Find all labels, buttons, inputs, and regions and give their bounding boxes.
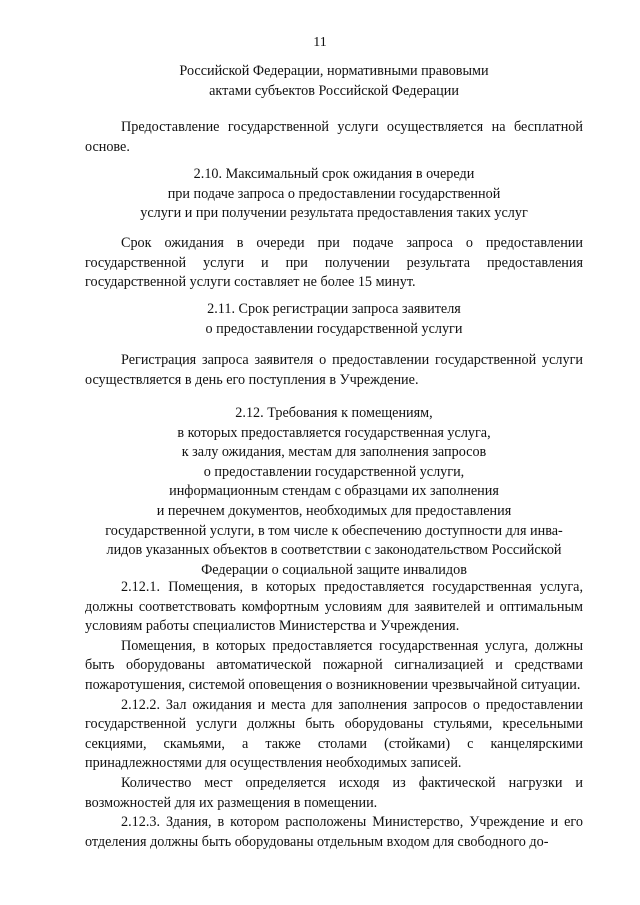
page-number: 11 bbox=[313, 35, 327, 50]
heading-section-2-12 bbox=[85, 404, 583, 580]
paragraph-2-12-1: 2.12.1. Помещения, в которых предоставляется государственная услуга, должны соответствовать комфортным условиям для заявителей и оптимальным условиям работы специалистов Министерства и Учреждения. bbox=[85, 579, 583, 635]
heading-section-2-10 bbox=[85, 165, 583, 224]
heading-line: Федерации о социальной защите инвалидов bbox=[201, 561, 467, 578]
heading-line: государственной услуги, в том числе к обеспечению доступности для инва- bbox=[105, 522, 563, 539]
paragraph-2-11: Регистрация запроса заявителя о предоставлении государственной услуги осуществляется в день его поступления в Учреждение. bbox=[85, 352, 583, 388]
heading-line: и перечнем документов, необходимых для предоставления bbox=[156, 502, 512, 519]
heading-line: услуги и при получении результата предоставления таких услуг bbox=[140, 205, 528, 222]
heading-intro-continuation bbox=[85, 62, 583, 101]
paragraph-2-12-2-seats: Количество мест определяется исходя из фактической нагрузки и возможностей для их размещения в помещении. bbox=[85, 774, 583, 811]
heading-line: при подаче запроса о предоставлении государственной bbox=[167, 185, 501, 202]
paragraph-2-10: Срок ожидания в очереди при подаче запроса о предоставлении государственной услуги и при получении результата предоставления государственной услуги составляет не более 15 минут. bbox=[85, 235, 583, 291]
heading-line: 2.12. Требования к помещениям, bbox=[235, 405, 433, 421]
paragraph-free-service: Предоставление государственной услуги осуществляется на бесплатной основе. bbox=[85, 119, 583, 155]
heading-line: 2.11. Срок регистрации запроса заявителя bbox=[207, 301, 461, 317]
heading-line: о предоставлении государственной услуги bbox=[205, 320, 463, 337]
heading-line: 2.10. Максимальный срок ожидания в очереди bbox=[193, 166, 475, 182]
heading-section-2-11 bbox=[85, 300, 583, 339]
paragraph-2-12-3: 2.12.3. Здания, в котором расположены Министерство, Учреждение и его отделения должны быть оборудованы отдельным входом для свободного до- bbox=[85, 814, 583, 850]
heading-line: Российской Федерации, нормативными правовыми bbox=[179, 63, 489, 79]
heading-line: лидов указанных объектов в соответствии с законодательством Российской bbox=[106, 542, 562, 559]
heading-line: актами субъектов Российской Федерации bbox=[209, 82, 459, 99]
paragraph-2-12-1-fire-safety: Помещения, в которых предоставляется государственная услуга, должны быть оборудованы автоматической пожарной сигнализацией и средствами пожаротушения, системой оповещения о возникновении чрезвычайной ситуации. bbox=[85, 637, 583, 693]
paragraph-2-12-2: 2.12.2. Зал ожидания и места для заполнения запросов о предоставлении государственной услуги должны быть оборудованы стульями, кресельными секциями, скамьями, а также столами (стойками) с канцелярскими принадлежностями для осуществления необходимых записей. bbox=[85, 696, 583, 772]
heading-line: информационным стендам с образцами их заполнения bbox=[169, 483, 499, 500]
body-section-2-12 bbox=[85, 578, 583, 852]
heading-line: о предоставлении государственной услуги, bbox=[203, 463, 465, 480]
heading-line: в которых предоставляется государственная услуга, bbox=[177, 424, 491, 441]
heading-line: к залу ожидания, местам для заполнения запросов bbox=[181, 444, 487, 461]
